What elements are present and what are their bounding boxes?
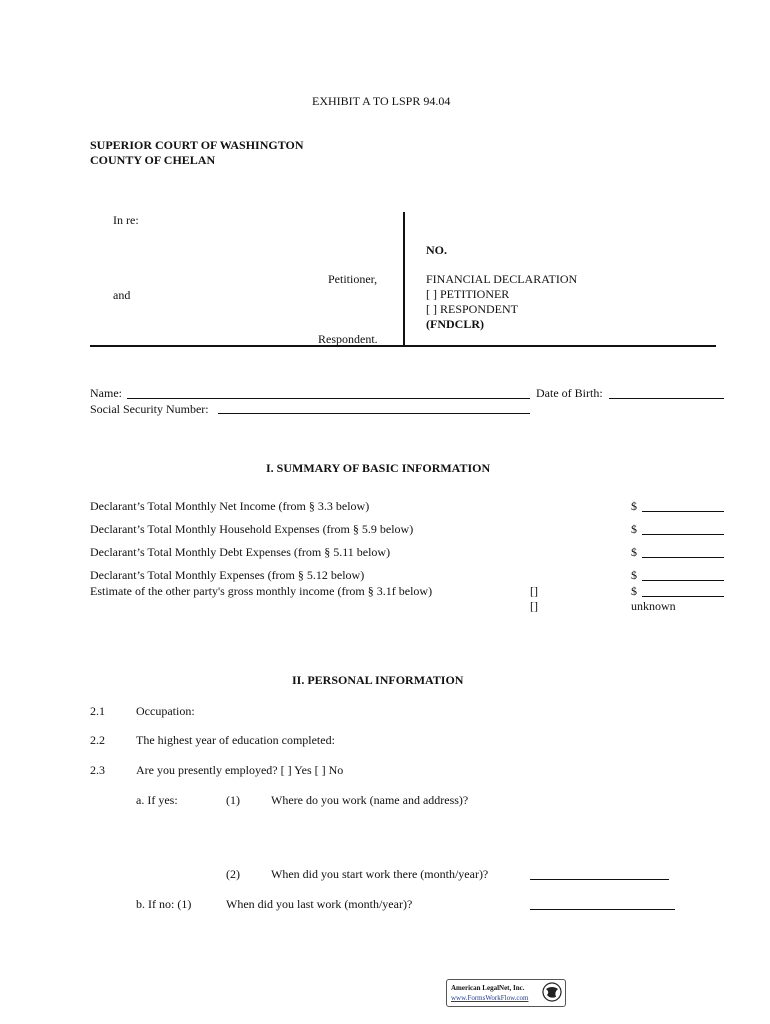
- ssn-field[interactable]: [218, 413, 530, 414]
- court-name: SUPERIOR COURT OF WASHINGTON: [90, 138, 304, 152]
- section-1-heading: I. SUMMARY OF BASIC INFORMATION: [266, 461, 491, 475]
- exhibit-title: EXHIBIT A TO LSPR 94.04: [312, 94, 451, 108]
- occupation-label: Occupation:: [136, 704, 195, 718]
- other-party-income-currency: $: [631, 584, 637, 598]
- household-expenses-currency: $: [631, 522, 637, 536]
- respondent-label: Respondent.: [318, 332, 378, 346]
- footer-logo: [446, 979, 566, 1007]
- net-income-field[interactable]: [642, 511, 724, 512]
- footer-url[interactable]: www.FormsWorkFlow.com: [451, 994, 529, 1002]
- education-label: The highest year of education completed:: [136, 733, 335, 747]
- total-expenses-label: Declarant’s Total Monthly Expenses (from § 5.12 below): [90, 568, 365, 582]
- in-re-label: In re:: [113, 213, 139, 227]
- household-expenses-field[interactable]: [642, 534, 724, 535]
- other-party-income-field[interactable]: [642, 596, 724, 597]
- item-2-2-number: 2.2: [90, 733, 105, 747]
- court-county: COUNTY OF CHELAN: [90, 153, 216, 167]
- yes-q2-number: (2): [226, 867, 240, 881]
- and-label: and: [113, 288, 131, 302]
- unknown-label: unknown: [631, 599, 676, 613]
- net-income-label: Declarant’s Total Monthly Net Income (from § 3.3 below): [90, 499, 370, 513]
- debt-expenses-label: Declarant’s Total Monthly Debt Expenses (from § 5.11 below): [90, 545, 391, 559]
- name-field[interactable]: [127, 398, 530, 399]
- section-2-heading: II. PERSONAL INFORMATION: [292, 673, 464, 687]
- case-number-label: NO.: [426, 243, 447, 257]
- if-yes-label: a. If yes:: [136, 793, 178, 807]
- dob-field[interactable]: [609, 398, 724, 399]
- total-expenses-currency: $: [631, 568, 637, 582]
- petitioner-checkbox[interactable]: [ ] PETITIONER: [426, 287, 510, 301]
- item-2-3-number: 2.3: [90, 763, 105, 777]
- debt-expenses-field[interactable]: [642, 557, 724, 558]
- start-date-question: When did you start work there (month/year)?: [271, 867, 489, 881]
- debt-expenses-currency: $: [631, 545, 637, 559]
- workplace-question: Where do you work (name and address)?: [271, 793, 469, 807]
- form-code: (FNDCLR): [426, 317, 484, 331]
- employed-question[interactable]: Are you presently employed? [ ] Yes [ ] No: [136, 763, 344, 777]
- caption-divider: [403, 212, 405, 346]
- other-party-income-label: Estimate of the other party's gross monthly income (from § 3.1f below): [90, 584, 433, 598]
- footer-company: American LegalNet, Inc.: [451, 984, 525, 992]
- yes-q1-number: (1): [226, 793, 240, 807]
- household-expenses-label: Declarant’s Total Monthly Household Expenses (from § 5.9 below): [90, 522, 414, 536]
- last-work-question: When did you last work (month/year)?: [226, 897, 413, 911]
- dob-label: Date of Birth:: [536, 386, 603, 400]
- last-work-field[interactable]: [530, 909, 675, 910]
- item-2-1-number: 2.1: [90, 704, 105, 718]
- estimate-checkbox[interactable]: []: [530, 584, 538, 598]
- if-no-label: b. If no: (1): [136, 897, 192, 911]
- total-expenses-field[interactable]: [642, 580, 724, 581]
- petitioner-label: Petitioner,: [328, 272, 378, 286]
- unknown-checkbox[interactable]: []: [530, 599, 538, 613]
- name-label: Name:: [90, 386, 122, 400]
- ssn-label: Social Security Number:: [90, 402, 209, 416]
- document-title: FINANCIAL DECLARATION: [426, 272, 578, 286]
- caption-bottom-rule: [90, 345, 716, 347]
- respondent-checkbox[interactable]: [ ] RESPONDENT: [426, 302, 518, 316]
- net-income-currency: $: [631, 499, 637, 513]
- globe-icon: [542, 982, 562, 1002]
- start-date-field[interactable]: [530, 879, 669, 880]
